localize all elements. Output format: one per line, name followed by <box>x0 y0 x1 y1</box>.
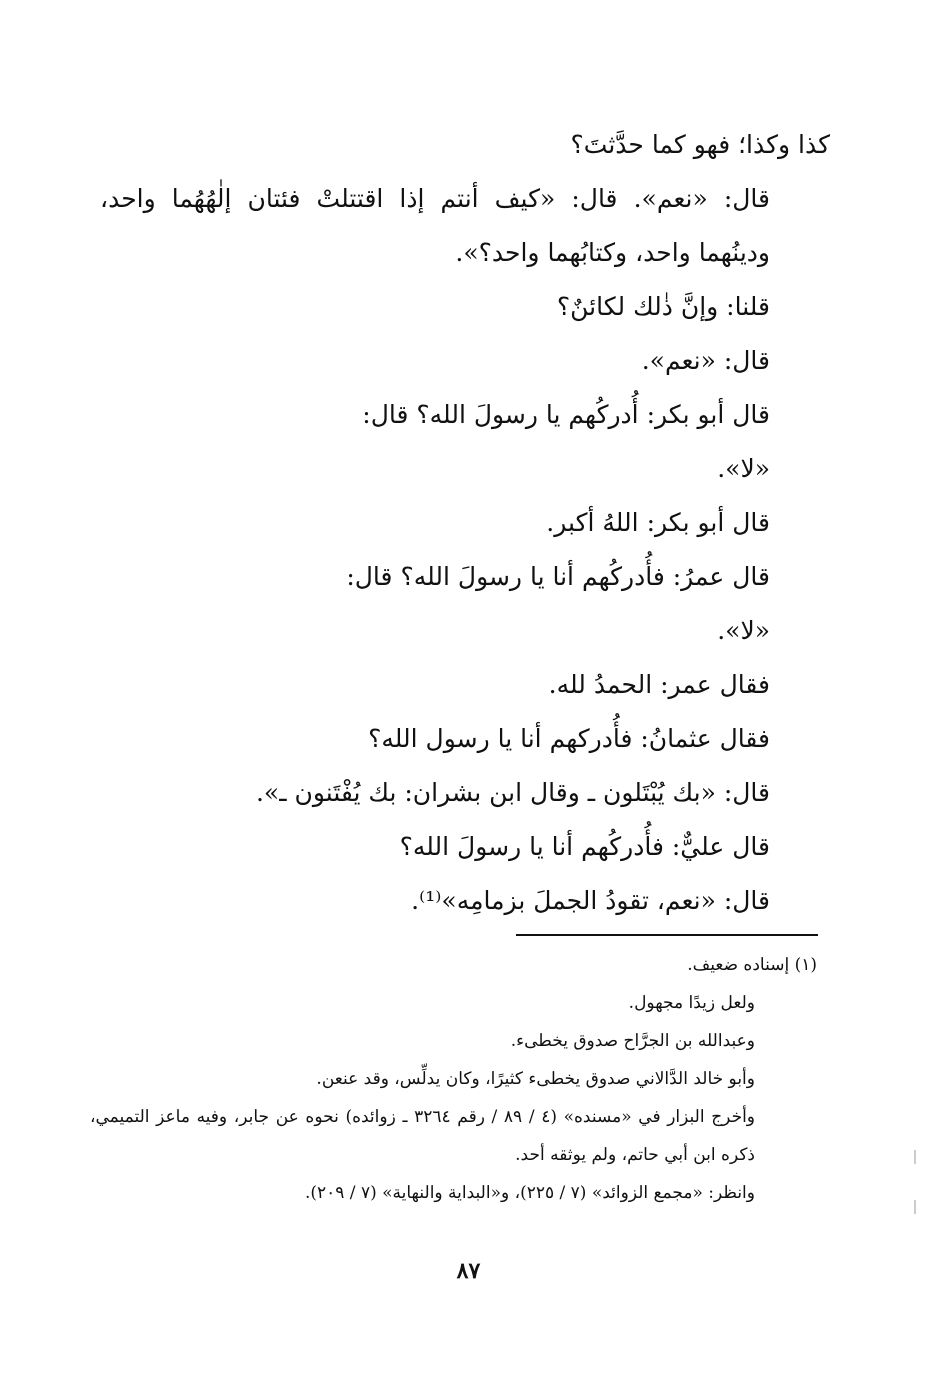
text-line: كذا وكذا؛ فهو كما حدَّثتَ؟ <box>570 130 830 159</box>
text-line: قلنا: وإنَّ ذٰلك لكائنٌ؟ <box>556 292 770 321</box>
footnote-line: ولعل زيدًا مجهول. <box>628 993 755 1013</box>
text-line: «لا». <box>717 454 770 483</box>
text-line: فقال عمر: الحمدُ لله. <box>548 670 770 699</box>
text-line: قال: «نعم». <box>641 346 770 375</box>
footnote-paragraph: وأخرج البزار في «مسنده» (٤ / ٨٩ / رقم ٣٢٦٤ ـ زوائده) نحوه عن جابر، وفيه ماعز التميمي، ذكره ابن أبي حاتم، ولم يوثقه أحد. <box>90 1107 756 1165</box>
footnote-line: وأبو خالد الدَّالاني صدوق يخطىء كثيرًا، وكان يدلِّس، وقد عنعن. <box>316 1069 755 1089</box>
page-number: ٨٧ <box>456 1258 481 1284</box>
text-line: «لا». <box>717 616 770 645</box>
scan-edge-mark <box>914 1150 916 1164</box>
main-text <box>100 118 830 928</box>
footnote-line: (١) إسناده ضعيف. <box>687 955 817 975</box>
text-paragraph: قال: «نعم». قال: «كيف أنتم إذا اقتتلتْ فئتان إلٰهُهُما واحد، ودينُهما واحد، وكتابُهما واحد؟». <box>100 184 770 267</box>
text-line: قال عمرُ: فأُدركُهم أنا يا رسولَ الله؟ قال: <box>346 562 770 591</box>
text-line: فقال عثمانُ: فأُدركهم أنا يا رسول الله؟ <box>368 724 770 753</box>
text-line: قال أبو بكر: اللهُ أكبر. <box>546 508 770 537</box>
text-line: قال أبو بكر: أُدركُهم يا رسولَ الله؟ قال: <box>362 400 770 429</box>
scan-edge-mark <box>914 1200 916 1214</box>
footnote-separator <box>516 934 818 936</box>
text-line: قال: «نعم، تقودُ الجملَ بزمامِه»⁽¹⁾. <box>411 886 770 915</box>
text-line: قال عليٌّ: فأُدركُهم أنا يا رسولَ الله؟ <box>399 832 770 861</box>
text-line: قال: «بك يُبْتَلون ـ وقال ابن بشران: بك يُفْتَنون ـ». <box>255 778 770 807</box>
footnotes <box>90 946 817 1212</box>
footnote-line: وعبدالله بن الجرَّاح صدوق يخطىء. <box>510 1031 755 1051</box>
footnote-line: وانظر: «مجمع الزوائد» (٧ / ٢٢٥)، و«البداية والنهاية» (٧ / ٢٠٩). <box>304 1183 755 1203</box>
